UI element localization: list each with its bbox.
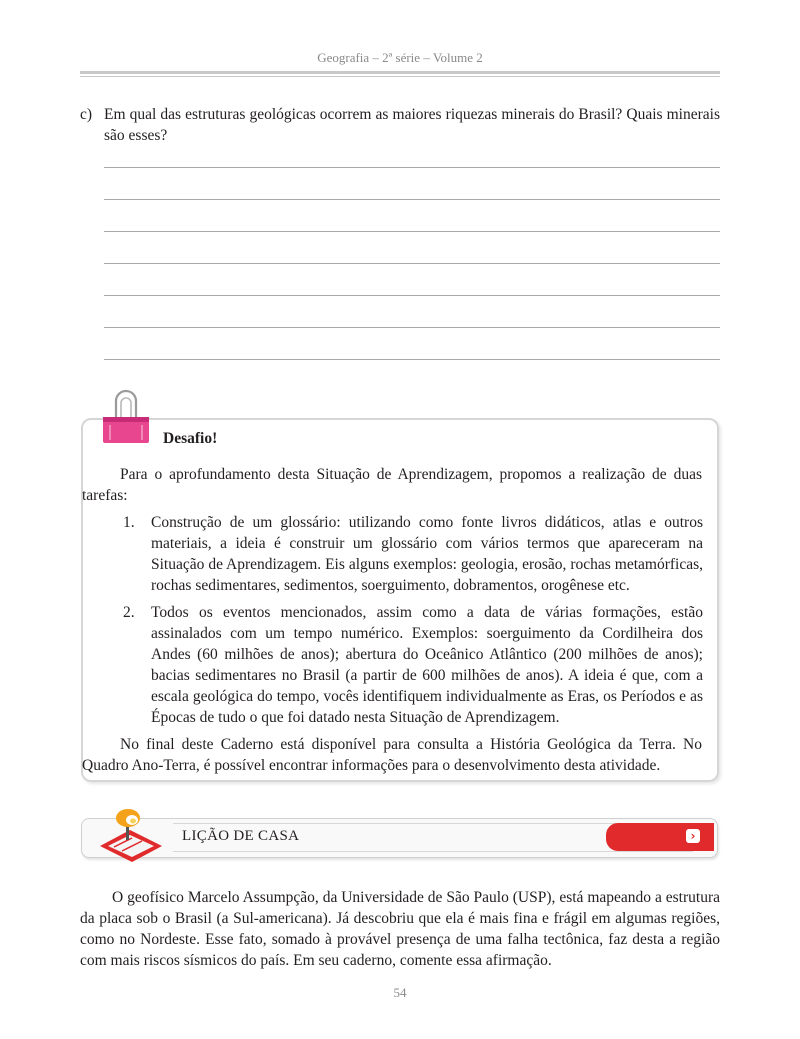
list-item: [123, 512, 703, 596]
answer-line[interactable]: [104, 359, 720, 360]
body-paragraph-text: O geofísico Marcelo Assumpção, da Universidade de São Paulo (USP), está mapeando a estrutura da placa sob o Brasil (a Sul-americana). Já descobriu que ela é mais fina e frágil em algumas regiões, como no Nordeste. Esse fato, somado à provável presença de uma falha tectônica, faz desta a região com mais riscos sísmicos do país. Em seu caderno, comente essa afirmação.: [80, 889, 720, 969]
answer-line[interactable]: [104, 327, 720, 328]
arrow-right-icon[interactable]: ›: [686, 829, 700, 843]
answer-line[interactable]: [104, 231, 720, 232]
question-c: [80, 104, 720, 146]
list-item-number: 1.: [123, 514, 135, 531]
desafio-closing-text: No final deste Caderno está disponível para consulta a História Geológica da Terra. No Quadro Ano-Terra, é possível encontrar informações para o desenvolvimento desta atividade.: [82, 736, 702, 774]
paper-clip-icon: [102, 389, 152, 445]
body-paragraph: [80, 887, 720, 971]
page-number: 54: [393, 985, 407, 1000]
list-item-number: 2.: [123, 604, 135, 621]
question-text: Em qual das estruturas geológicas ocorrem as maiores riquezas minerais do Brasil? Quais minerais são esses?: [104, 106, 720, 144]
answer-line[interactable]: [104, 263, 720, 264]
running-header: Geografia – 2ª série – Volume 2: [317, 50, 483, 65]
desafio-intro-text: Para o aprofundamento desta Situação de Aprendizagem, propomos a realização de duas tarefas:: [82, 466, 702, 504]
list-item-text: Construção de um glossário: utilizando como fonte livros didáticos, atlas e outros materiais, a ideia é construir um glossário com vários termos que apareceram na Situação de Aprendizagem. Eis alguns exemplos: geologia, erosão, rochas metamórficas, rochas sedimentares, sedimentos, soerguimento, dobramentos, orogênese etc.: [151, 514, 703, 594]
desk-lamp-icon: [96, 806, 166, 864]
header-rule: [80, 71, 720, 74]
answer-line[interactable]: [104, 295, 720, 296]
list-item: [123, 602, 703, 728]
header-rule-thin: [80, 76, 720, 77]
desafio-title: Desafio!: [163, 430, 218, 447]
question-label: c): [80, 106, 93, 123]
answer-line[interactable]: [104, 167, 720, 168]
list-item-text: Todos os eventos mencionados, assim como a data de várias formações, estão assinalados com um tempo numérico. Exemplos: soerguimento da Cordilheira dos Andes (60 milhões de anos); abertura do Oceânico Atlântico (200 milhões de anos); bacias sedimentares no Brasil (a partir de 600 milhões de anos). A ideia é que, com a escala geológica do tempo, vocês identifiquem individualmente as Eras, os Períodos e as Épocas de tudo o que foi datado nesta Situação de Aprendizagem.: [151, 604, 703, 726]
desafio-closing: [82, 734, 702, 776]
licao-de-casa-label: LIÇÃO DE CASA: [182, 828, 300, 844]
answer-line[interactable]: [104, 199, 720, 200]
desafio-intro: [82, 464, 702, 506]
